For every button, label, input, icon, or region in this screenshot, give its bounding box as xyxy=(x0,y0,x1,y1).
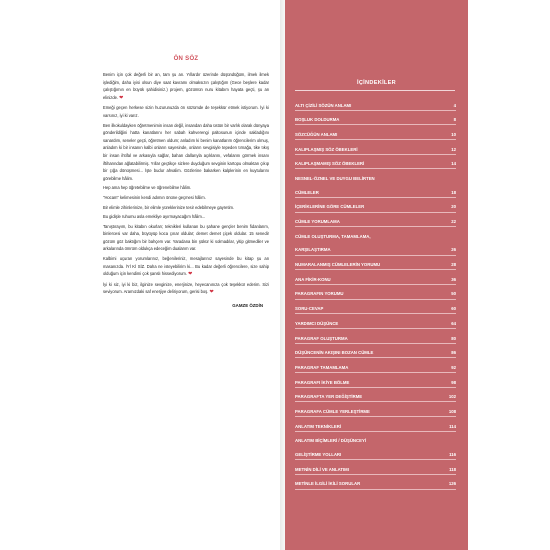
preface-paragraph: Bir elimle zihinlerinize, bir elimle yüreklerinize tesir edebilmeye gayretim. xyxy=(103,204,235,210)
preface-content xyxy=(103,56,269,308)
toc-item-page: 20 xyxy=(451,204,456,210)
toc-item xyxy=(295,329,456,344)
toc-item xyxy=(295,460,456,475)
toc-item xyxy=(295,155,456,170)
toc-item xyxy=(295,111,456,126)
preface-paragraph: İyi ki siz, iyi ki biz, ilginize sevginize, enerjinize, heyecanınıza çok teşekkür ederim. Sizi seviyorum. Aramızdaki saf enerjiye deliriyorum, gerisi boş. ❤ xyxy=(103,281,269,296)
preface-paragraph: Kalbimi uçuran yorumlarınız, beğenileriniz, mesajlarınız sayesinde bu kitap şu an masanızda. İYİ Kİ SİZ. Daha ne isteyebilirim ki... Bu kadar değerli öğrencilere, size sahip olduğum için kendimi çok şanslı hissediyorum. ❤ xyxy=(103,256,269,278)
toc-item-label: NUMARALANMIŞ CÜMLELERİN YORUMU xyxy=(295,262,381,268)
toc-item-label: METNİN DİLİ VE ANLATIMI xyxy=(295,466,349,472)
toc-item-page: 12 xyxy=(451,146,456,152)
preface-paragraph: "Hocam" kelimesinin kendi adımın önüne geçmesi hâlim. xyxy=(103,194,206,200)
toc-divider xyxy=(295,90,455,91)
toc-item xyxy=(295,125,456,140)
toc-item xyxy=(295,183,456,198)
toc-item-page: 28 xyxy=(451,262,456,268)
toc-item-label: GELİŞTİRME YOLLARI xyxy=(295,452,342,457)
toc-item-label: PARAGRAFI İKİYE BÖLME xyxy=(295,379,350,385)
toc-item-label: CÜMLE YORUMLAMA xyxy=(295,219,340,224)
toc-item-label: KARŞILAŞTIRMA xyxy=(295,247,331,253)
toc-item xyxy=(295,417,456,432)
toc-item xyxy=(295,140,456,155)
toc-list xyxy=(295,96,456,490)
toc-item-label: PARAGRAF OLUŞTURMA xyxy=(295,335,348,341)
preface-paragraph: Hep ama hep öğretebilme ve öğrenebilme hâlim. xyxy=(103,185,192,191)
toc-item-label: İÇERİKLERİNE GÖRE CÜMLELER xyxy=(295,204,365,210)
toc-item xyxy=(295,169,456,183)
toc-item xyxy=(295,388,456,403)
toc-item xyxy=(295,358,456,373)
toc-item xyxy=(295,227,456,241)
toc-item-label: BOŞLUK DOLDURMA xyxy=(295,117,340,123)
toc-item xyxy=(295,270,456,285)
preface-paragraph: Emeği geçen herkese sizin huzurunuzda ön sözümde de teşekkür etmek istiyorum. İyi ki varsınız, iyi ki varız. xyxy=(103,105,269,118)
toc-item xyxy=(295,373,456,388)
toc-page xyxy=(285,0,468,550)
preface-paragraph: Ben ilkokuldayken öğretmenimin insan değil, insandan daha üstün bir varlık olarak dünyaya gönderildiğini hatta kanatlarını her sabah kahverengi paltosunun içinde sakladığını sanardım, seneler geçti, öğretmen oldum; anladım ki benim kanatlarım öğrencilerim olmuş, anladım ki bir insanın kalbi onların sayesinde, onların sevgisiyle tepeden tırnağa, tike tıkış bir insan ihtifal ve arkasıyla sağlar, baharı dallarıyla açıklarını, vefalarını görmek insanı iftiharından ağlatabilirmiş. Yıllar geçtikçe sizlere duyduğum sevginin kartopu olmaktan çıkıp bir çığa dönüşmesi... İşte budur ahvalim. Gözlerine bakarken kalplerinin en kuytularını görebilme hâlim. xyxy=(103,122,269,181)
toc-item-page: 118 xyxy=(449,466,456,472)
toc-item-page: 22 xyxy=(451,219,456,224)
heart-icon: ❤ xyxy=(188,271,193,278)
toc-item-label: SÖZCÜĞÜN ANLAMI xyxy=(295,131,338,137)
toc-item-label: ANA FİKİR-KONU xyxy=(295,276,331,282)
toc-item-page: 98 xyxy=(451,379,456,385)
preface-paragraph: Tanıştırayım, bu kitabın okurları; teknikleri kullanan bu şahane gençler benim fidanlarım, binlercesi var daha, büyüyüp koca çınar oldular; demet demet çiçek oldular. 15 senedir gözüm göz baktığım bir bahçem var. Yaradana bin şükür ki solmadılar, yitip gitmediler ve arkalarında ömrüm oldukça edeceğim dualarım var. xyxy=(103,223,269,252)
toc-item xyxy=(295,213,456,228)
toc-item xyxy=(295,256,456,271)
toc-item xyxy=(295,432,456,446)
toc-item-page: 126 xyxy=(448,481,456,487)
toc-item xyxy=(295,314,456,329)
toc-item-label: KALIPLAŞMAMIŞ SÖZ ÖBEKLERİ xyxy=(295,161,365,167)
toc-item-page: 8 xyxy=(453,117,456,123)
toc-item-label: PARAGRAFTA YER DEĞİŞTİRME xyxy=(295,394,363,400)
heart-icon: ❤ xyxy=(119,94,124,101)
preface-paragraph: Bu gidişle ruhumu asla emekliye ayırmayacağım hâlim... xyxy=(103,214,206,220)
toc-item xyxy=(295,300,456,315)
toc-item xyxy=(295,446,456,461)
toc-item-label: KALIPLAŞMIŞ SÖZ ÖBEKLERİ xyxy=(295,146,358,152)
toc-item-label: YARDIMCI DÜŞÜNCE xyxy=(295,320,339,326)
book-spread xyxy=(88,0,468,550)
toc-item-label: CÜMLE OLUŞTURMA, TAMAMLAMA, xyxy=(295,233,371,239)
toc-item-label: DÜŞÜNCENİN AKIŞINI BOZAN CÜMLE xyxy=(295,350,374,356)
toc-item-page: 50 xyxy=(451,291,456,297)
toc-item-label: ANLATIM TEKNİKLERİ xyxy=(295,423,341,429)
toc-item-page: 108 xyxy=(448,408,456,414)
toc-item-page: 18 xyxy=(451,189,456,195)
toc-item-page: 86 xyxy=(451,350,456,356)
toc-item-page: 116 xyxy=(449,452,456,457)
toc-item-page: 10 xyxy=(451,131,456,137)
toc-item-page: 80 xyxy=(451,335,456,341)
signature: GAMZE ÖZDİN xyxy=(232,303,263,309)
preface-title: ÖN SÖZ xyxy=(173,56,199,62)
toc-item-page: 14 xyxy=(451,161,456,167)
toc-item-label: PARAGRAF TAMAMLAMA xyxy=(295,364,349,370)
toc-item-label: PARAGRAFIN YORUMU xyxy=(295,291,344,297)
toc-item xyxy=(295,198,456,213)
toc-item-page: 64 xyxy=(451,320,456,326)
toc-item-page: 26 xyxy=(451,247,456,253)
toc-item-page: 4 xyxy=(453,102,456,108)
toc-title: İÇİNDEKİLER xyxy=(356,80,397,86)
toc-item-page: 36 xyxy=(451,276,456,282)
toc-item-label: ALTI ÇİZİLİ SÖZÜN ANLAMI xyxy=(295,102,352,108)
toc-item-label: PARAGRAFA CÜMLE YERLEŞTİRME xyxy=(295,408,370,414)
preface-paragraph: Benim için çok değerli bir an, tam şu an. Yıllardır üzerinde düşündüğüm, ilmek ilmek işlediğim, daha iyisi olsun diye saat kavramı olmaksızın çalıştığım (Gece beşlere kadar çalıştığımın en büyük şahidisiniz.) projem, gözümün nuru kitabım hayata geçti, şu an elinizde. ❤ xyxy=(103,72,269,101)
toc-item-page: 60 xyxy=(451,306,456,312)
toc-item-page: 92 xyxy=(451,364,456,370)
toc-item xyxy=(295,241,456,256)
toc-item xyxy=(295,344,456,359)
toc-item-label: METİNLE İLGİLİ İKİLİ SORULAR xyxy=(295,481,361,487)
toc-item xyxy=(295,402,456,417)
toc-item-label: NESNEL-ÖZNEL VE DUYGU BELİRTEN xyxy=(295,175,375,181)
toc-item xyxy=(295,285,456,300)
toc-item-label: CÜMLELER xyxy=(295,189,319,195)
preface-page xyxy=(88,0,280,550)
toc-item xyxy=(295,475,456,490)
toc-item-page: 114 xyxy=(449,423,456,429)
toc-item-label: ANLATIM BİÇİMLERİ / DÜŞÜNCEYİ xyxy=(295,438,367,444)
toc-item-label: SORU-CEVAP xyxy=(295,306,324,312)
heart-icon: ❤ xyxy=(209,289,214,296)
toc-item-page: 102 xyxy=(448,394,456,400)
toc-item xyxy=(295,96,456,111)
